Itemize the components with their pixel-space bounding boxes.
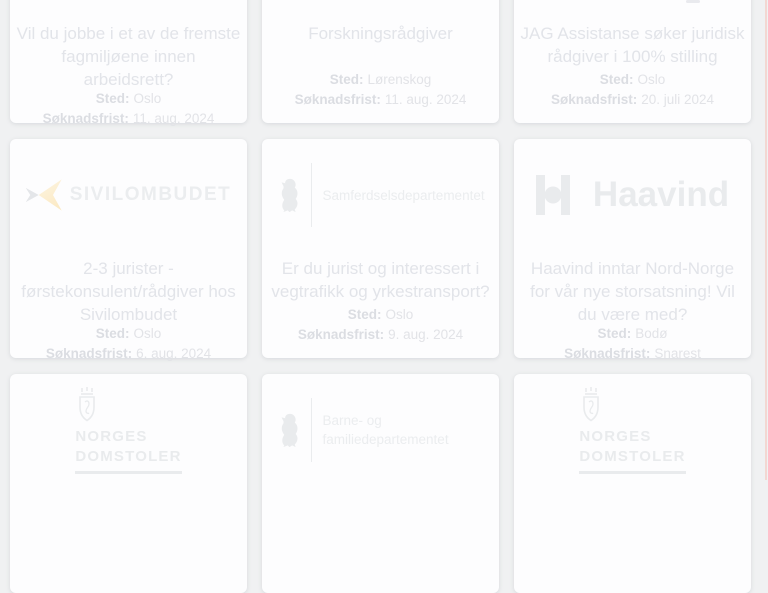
job-location bbox=[295, 72, 467, 87]
logo-underline-bar bbox=[579, 471, 685, 474]
cutoff-logo-remnant bbox=[686, 0, 700, 3]
company-logo-area bbox=[520, 139, 745, 251]
job-deadline bbox=[298, 327, 463, 342]
deadline-label: Søknadsfrist: bbox=[294, 92, 381, 107]
job-card[interactable] bbox=[262, 0, 499, 123]
company-logo-text: NORGES bbox=[579, 428, 652, 445]
samferdselsdepartementet-logo bbox=[277, 163, 485, 227]
location-label: Sted: bbox=[347, 307, 382, 322]
job-title[interactable]: Forskningsrådgiver bbox=[308, 24, 453, 43]
sivilombudet-right-arrow-icon bbox=[26, 187, 39, 204]
barne-og-familiedepartementet-logo bbox=[277, 398, 485, 462]
deadline-label: Søknadsfrist: bbox=[42, 111, 129, 126]
location-value: Lørenskog bbox=[367, 72, 432, 87]
job-deadline bbox=[46, 346, 211, 361]
company-logo-text: SIVILOMBUDET bbox=[69, 184, 232, 205]
job-meta bbox=[564, 326, 701, 377]
company-logo-area bbox=[268, 0, 493, 16]
job-title[interactable]: JAG Assistanse søker juridisk rådgiver i 100% stilling bbox=[520, 24, 745, 66]
deadline-value: 11. aug. 2024 bbox=[132, 111, 215, 126]
deadline-label: Søknadsfrist: bbox=[297, 327, 385, 342]
company-logo-text: Haavind bbox=[592, 175, 730, 214]
location-label: Sted: bbox=[95, 91, 130, 106]
crowned-shield-icon bbox=[76, 386, 98, 422]
haavind-h-mark-icon bbox=[536, 175, 570, 215]
company-logo-area bbox=[520, 374, 745, 486]
job-card[interactable] bbox=[262, 374, 499, 593]
job-location bbox=[551, 72, 714, 87]
deadline-value: 6. aug. 2024 bbox=[136, 346, 212, 361]
deadline-value: 11. aug. 2024 bbox=[384, 92, 467, 107]
job-meta bbox=[295, 72, 467, 123]
job-deadline bbox=[551, 92, 714, 107]
company-logo-area bbox=[16, 0, 241, 16]
job-deadline bbox=[564, 346, 701, 361]
job-deadline bbox=[295, 92, 467, 107]
right-edge-accent-line bbox=[765, 0, 767, 480]
job-card[interactable] bbox=[10, 374, 247, 593]
location-value: Oslo bbox=[133, 91, 162, 106]
location-value: Oslo bbox=[385, 307, 414, 322]
sivilombudet-left-arrow-icon bbox=[39, 178, 62, 212]
job-card[interactable] bbox=[10, 139, 247, 361]
company-logo-text: DOMSTOLER bbox=[75, 448, 182, 465]
location-value: Bodø bbox=[635, 326, 668, 341]
logo-divider bbox=[311, 163, 312, 227]
location-label: Sted: bbox=[599, 72, 634, 87]
job-location bbox=[564, 326, 701, 341]
location-value: Oslo bbox=[637, 72, 666, 87]
job-title[interactable]: Vil du jobbe i et av de fremste fagmiljøene innen arbeidsrett? bbox=[16, 24, 241, 89]
job-location bbox=[298, 307, 463, 322]
company-logo-text: Barne- og familiedepartementet bbox=[322, 413, 449, 447]
job-location bbox=[46, 326, 211, 341]
job-meta bbox=[298, 307, 463, 358]
norges-domstoler-logo bbox=[75, 386, 181, 474]
deadline-value: 9. aug. 2024 bbox=[388, 327, 464, 342]
location-label: Sted: bbox=[95, 326, 130, 341]
job-card[interactable] bbox=[514, 139, 751, 361]
company-logo-text: Samferdselsdepartementet bbox=[322, 187, 485, 203]
deadline-value: 20. juli 2024 bbox=[641, 92, 715, 107]
location-label: Sted: bbox=[597, 326, 632, 341]
company-logo-text: DOMSTOLER bbox=[579, 448, 686, 465]
location-value: Oslo bbox=[133, 326, 162, 341]
location-label: Sted: bbox=[329, 72, 364, 87]
company-logo-text: NORGES bbox=[75, 428, 148, 445]
job-card-grid bbox=[10, 0, 751, 593]
job-card[interactable] bbox=[514, 0, 751, 123]
logo-divider bbox=[311, 398, 312, 462]
job-deadline bbox=[43, 111, 215, 126]
job-location bbox=[43, 91, 215, 106]
deadline-label: Søknadsfrist: bbox=[550, 92, 638, 107]
job-meta bbox=[46, 326, 211, 377]
job-card[interactable] bbox=[262, 139, 499, 358]
logo-underline-bar bbox=[75, 471, 181, 474]
job-title[interactable]: Er du jurist og interessert i vegtrafikk og yrkestransport? bbox=[271, 259, 490, 301]
haavind-logo bbox=[536, 175, 729, 215]
deadline-value: Snarest bbox=[654, 346, 701, 361]
job-meta bbox=[551, 72, 714, 123]
company-logo-area bbox=[268, 374, 493, 486]
company-logo-area bbox=[16, 139, 241, 251]
job-title[interactable]: Haavind inntar Nord-Norge for vår nye storsatsning! Vil du være med? bbox=[530, 259, 735, 324]
crowned-shield-icon bbox=[580, 386, 602, 422]
norwegian-lion-icon bbox=[277, 178, 302, 213]
norges-domstoler-logo bbox=[579, 386, 685, 474]
deadline-label: Søknadsfrist: bbox=[45, 346, 133, 361]
norwegian-lion-icon bbox=[277, 413, 302, 448]
job-meta bbox=[43, 91, 215, 142]
company-logo-area bbox=[16, 374, 241, 486]
company-logo-area bbox=[268, 139, 493, 251]
company-logo-area bbox=[520, 0, 745, 16]
job-card[interactable] bbox=[514, 374, 751, 593]
deadline-label: Søknadsfrist: bbox=[564, 346, 651, 361]
job-card[interactable] bbox=[10, 0, 247, 126]
sivilombudet-logo bbox=[26, 178, 232, 212]
job-title[interactable]: 2-3 jurister - førstekonsulent/rådgiver hos Sivilombudet bbox=[21, 259, 236, 324]
